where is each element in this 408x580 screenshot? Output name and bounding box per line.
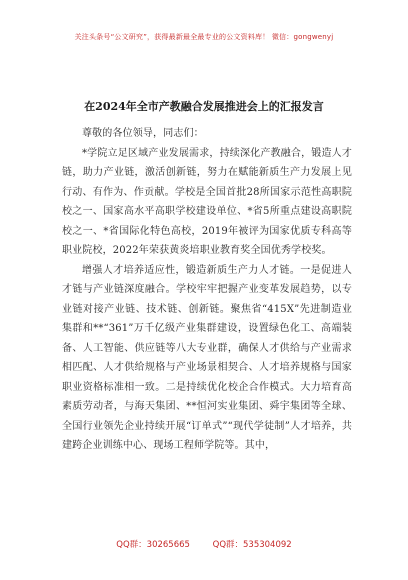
header-banner: 关注头条号“公文研究”，获得最新最全最专业的公文资料库！ 微信：gongwenyj bbox=[74, 33, 334, 41]
document-body bbox=[62, 124, 352, 456]
footer-qq-group-1: QQ群：30265665 bbox=[116, 540, 190, 550]
paragraph-2: 增强人才培养适应性，锻造新质生产力人才链。一是促进人才链与产业链深度融合。学校牢牢把握产业变革发展趋势，以专业链对接产业链、技术链、创新链。聚焦省“415X”先进制造业集群和**“361”万千亿级产业集群建设，设置绿色化工、高端装备、人工智能、供应链等八大专业群，确保人才供给与产业需求相匹配、人才供给规格与产业场景相契合、人才培养规格与国家职业资格标准相一致。二是持续优化校企合作模式。大力培育高素质劳动者，与海天集团、**恒河实业集团、舜宇集团等全球、全国行业领先企业持续开展“订单式”“现代学徒制”人才培养，共建跨企业训练中心、现场工程师学院等。其中， bbox=[62, 264, 352, 451]
salutation: 尊敬的各位领导，同志们： bbox=[82, 128, 204, 139]
footer-qq-group-2: QQ群：535304092 bbox=[212, 540, 292, 550]
paragraph-1: *学院立足区域产业发展需求，持续深化产教融合，锻造人才链，助力产业链，激活创新链，努力在赋能新质生产力发展上见行动、有作为、作贡献。学校是全国首批28所国家示范性高职院校之一、国家高水平高职学校建设单位、*省5所重点建设高职院校之一、*省国际化特色高校，2019年被评为国家优质专科高等职业院校，2022年荣获黄炎培职业教育奖全国优秀学校奖。 bbox=[62, 147, 352, 256]
footer-contacts bbox=[0, 538, 408, 550]
document-title: 在2024年全市产教融合发展推进会上的汇报发言 bbox=[84, 100, 324, 113]
